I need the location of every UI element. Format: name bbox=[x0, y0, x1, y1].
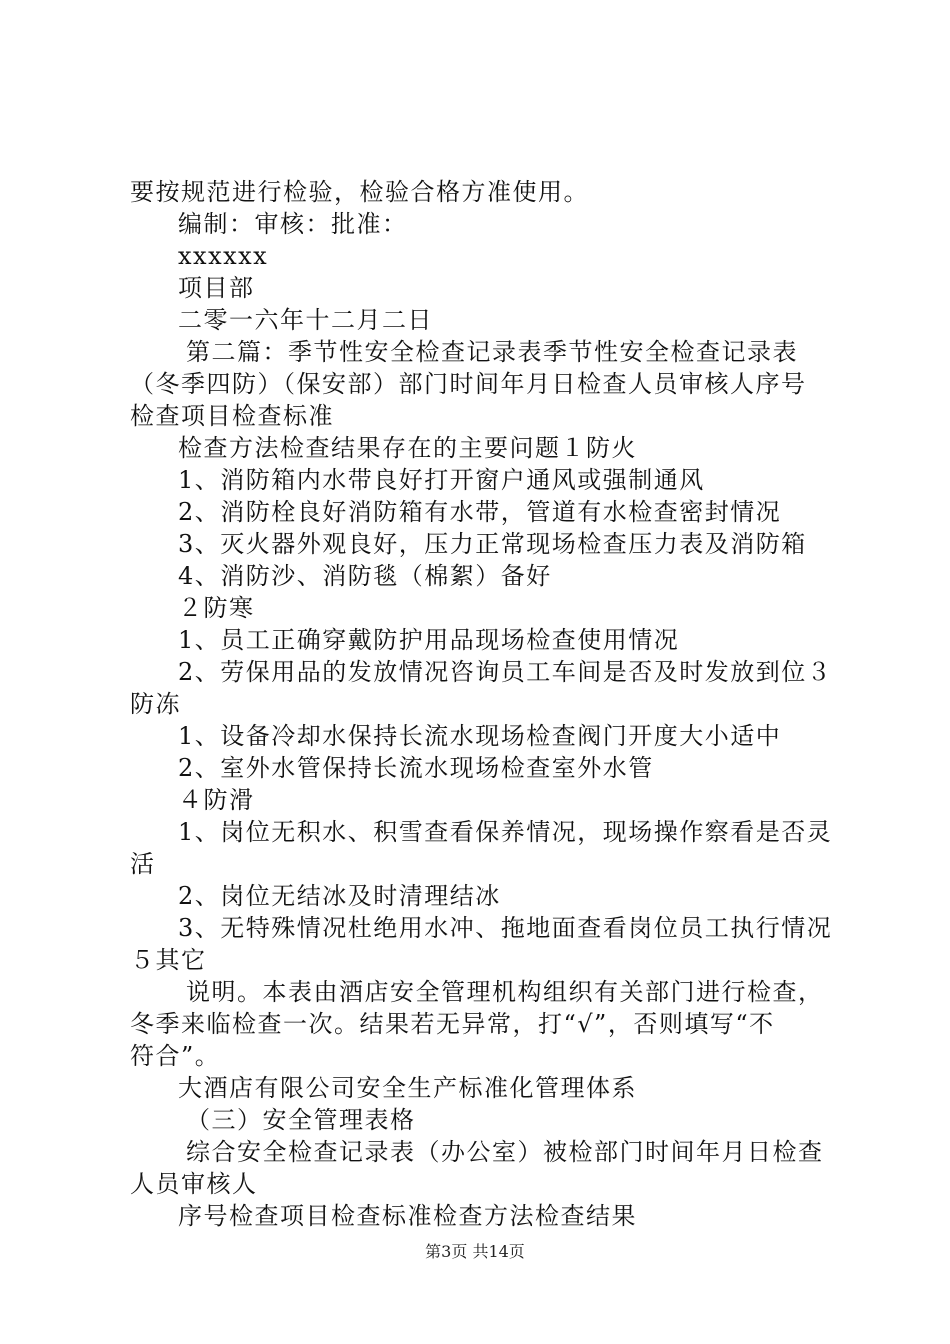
text-line: （三）安全管理表格 bbox=[186, 1106, 416, 1134]
text-line: 3、无特殊情况杜绝用水冲、拖地面查看岗位员工执行情况 bbox=[178, 914, 833, 942]
text-line: ５其它 bbox=[130, 946, 207, 974]
text-line: 二零一六年十二月二日 bbox=[178, 306, 433, 334]
text-line: 3、灭火器外观良好，压力正常现场检查压力表及消防箱 bbox=[178, 530, 807, 558]
text-line: 1、设备冷却水保持长流水现场检查阀门开度大小适中 bbox=[178, 722, 782, 750]
text-line: 综合安全检查记录表（办公室）被检部门时间年月日检查 bbox=[186, 1138, 824, 1166]
section-heading: 第二篇：季节性安全检查记录表季节性安全检查记录表 bbox=[186, 338, 798, 366]
text-line: 4、消防沙、消防毯（棉絮）备好 bbox=[178, 562, 552, 590]
text-line: 大酒店有限公司安全生产标准化管理体系 bbox=[178, 1074, 637, 1102]
text-line: （冬季四防）（保安部）部门时间年月日检查人员审核人序号 bbox=[130, 370, 807, 398]
text-line: 1、员工正确穿戴防护用品现场检查使用情况 bbox=[178, 626, 680, 654]
text-line: 防冻 bbox=[130, 690, 181, 718]
text-line: ２防寒 bbox=[178, 594, 255, 622]
text-line: 1、消防箱内水带良好打开窗户通风或强制通风 bbox=[178, 466, 705, 494]
text-line: xxxxxx bbox=[178, 242, 269, 270]
text-line: 2、劳保用品的发放情况咨询员工车间是否及时发放到位３ bbox=[178, 658, 833, 686]
page-footer: 第3页 共14页 bbox=[425, 1242, 525, 1261]
text-line: 符合”。 bbox=[130, 1042, 221, 1070]
text-line: 2、岗位无结冰及时清理结冰 bbox=[178, 882, 501, 910]
text-line: 2、室外水管保持长流水现场检查室外水管 bbox=[178, 754, 654, 782]
text-line: 检查方法检查结果存在的主要问题１防火 bbox=[178, 434, 637, 462]
text-line: 项目部 bbox=[178, 274, 255, 302]
text-line: 要按规范进行检验，检验合格方准使用。 bbox=[130, 178, 589, 206]
text-line: 序号检查项目检查标准检查方法检查结果 bbox=[178, 1202, 637, 1230]
text-line: 2、消防栓良好消防箱有水带，管道有水检查密封情况 bbox=[178, 498, 782, 526]
text-line: 1、岗位无积水、积雪查看保养情况，现场操作察看是否灵 bbox=[178, 818, 833, 846]
text-line: ４防滑 bbox=[178, 786, 255, 814]
text-line: 活 bbox=[130, 850, 156, 878]
text-line: 说明。本表由酒店安全管理机构组织有关部门进行检查， bbox=[186, 978, 824, 1006]
text-line: 人员审核人 bbox=[130, 1170, 258, 1198]
text-line: 编制：审核：批准： bbox=[178, 210, 408, 238]
text-line: 冬季来临检查一次。结果若无异常，打“√”，否则填写“不 bbox=[130, 1010, 775, 1038]
text-line: 检查项目检查标准 bbox=[130, 402, 334, 430]
